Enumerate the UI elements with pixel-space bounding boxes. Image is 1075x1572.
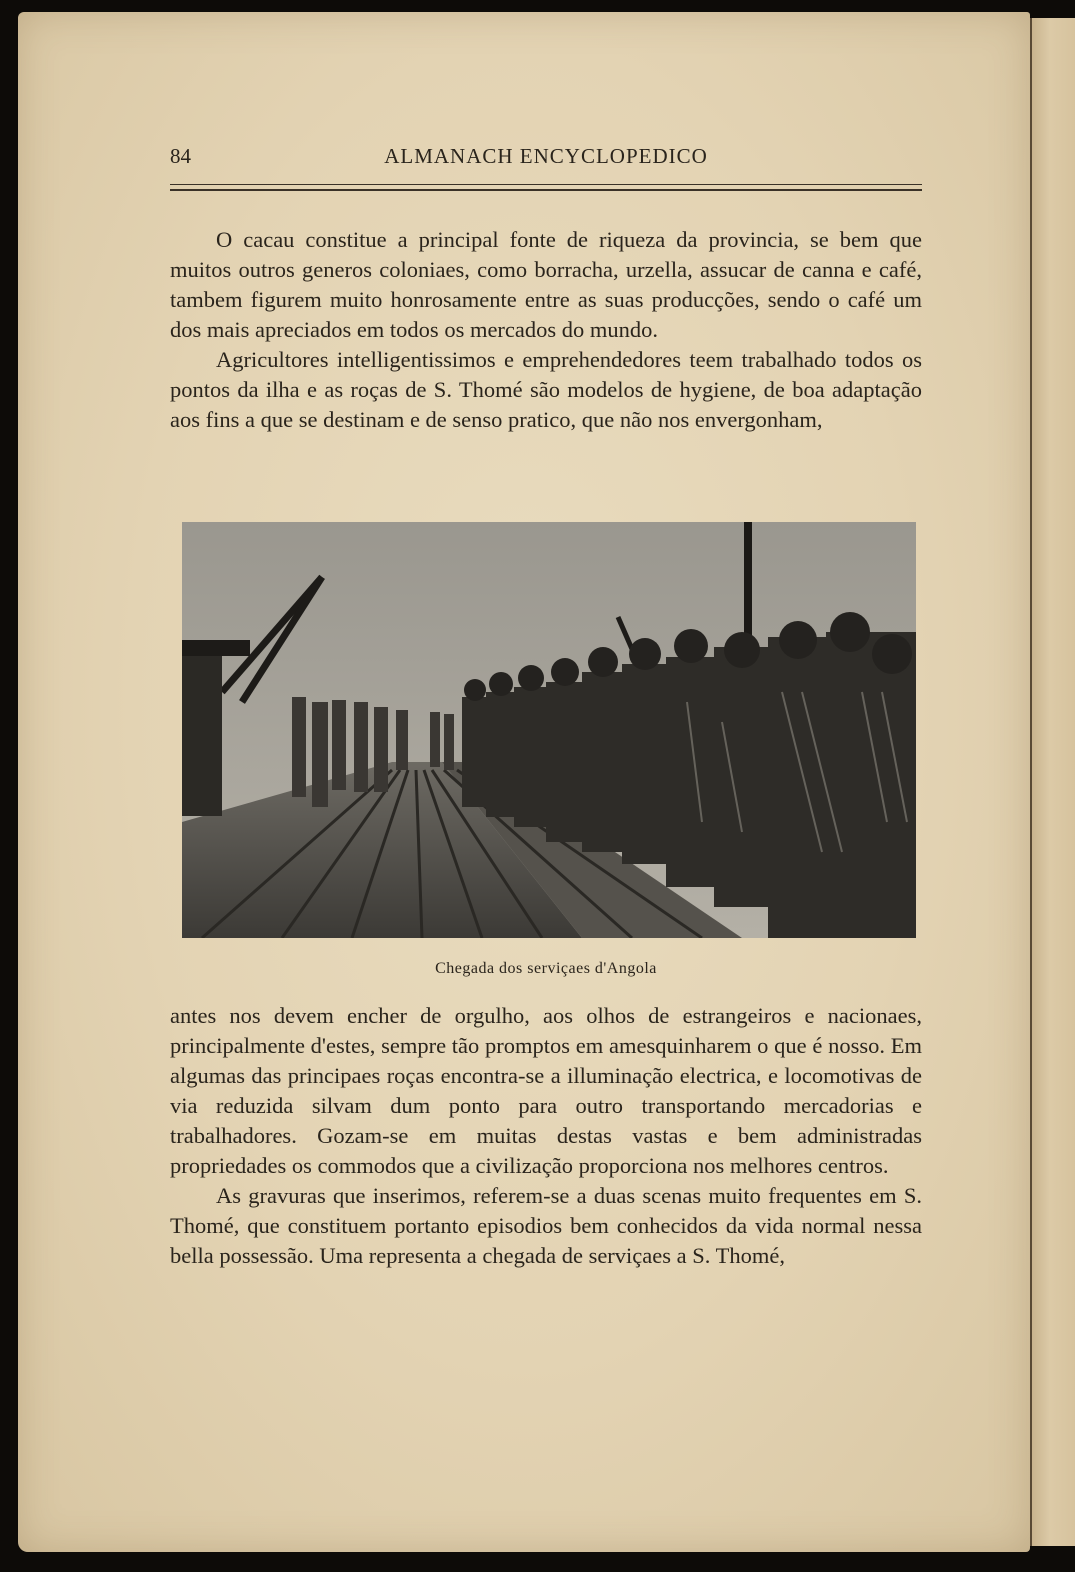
adjacent-page-edge — [1030, 18, 1075, 1546]
paragraph: Agricultores intelligentissimos e emprehendedores teem trabalhado todos os pontos da ilha e as roças de S. Thomé são modelos de hygiene, de boa adaptação aos fins a que se destinam e de senso pratico, que não nos envergonham, — [170, 347, 922, 432]
running-title: ALMANACH ENCYCLOPEDICO — [384, 144, 708, 168]
paragraph: antes nos devem encher de orgulho, aos olhos de estrangeiros e nacionaes, principalmente d'estes, sempre tão promptos em amesquinharem o que é nosso. Em algumas das principaes roças encontra-se a illuminação electrica, e locomotivas de via reduzida silvam dum ponto para outro transportando mercadorias e trabalhadores. Gozam-se em muitas destas vastas e bem administradas propriedades os commodos que a civilização proporciona nos melhores centros. — [170, 1003, 922, 1178]
header-rule — [170, 184, 922, 191]
page-header — [170, 140, 922, 174]
figure-caption: Chegada dos serviçaes d'Angola — [435, 960, 657, 977]
page-number: 84 — [170, 144, 191, 168]
text-block-bottom — [170, 1001, 922, 1271]
paragraph: O cacau constitue a principal fonte de riqueza da provincia, se bem que muitos outros generos coloniaes, como borracha, urzella, assucar de canna e café, tambem figurem muito honrosamente entre as suas producções, sendo o café um dos mais apreciados em todos os mercados do mundo. — [170, 227, 922, 342]
text-block-top — [170, 225, 922, 435]
halftone-photo — [182, 522, 916, 938]
paragraph: As gravuras que inserimos, referem-se a duas scenas muito frequentes em S. Thomé, que constituem portanto episodios bem conhecidos da vida normal nessa bella possessão. Uma representa a chegada de serviçaes a S. Thomé, — [170, 1183, 922, 1268]
photograph-arrival-at-pier — [182, 522, 916, 938]
